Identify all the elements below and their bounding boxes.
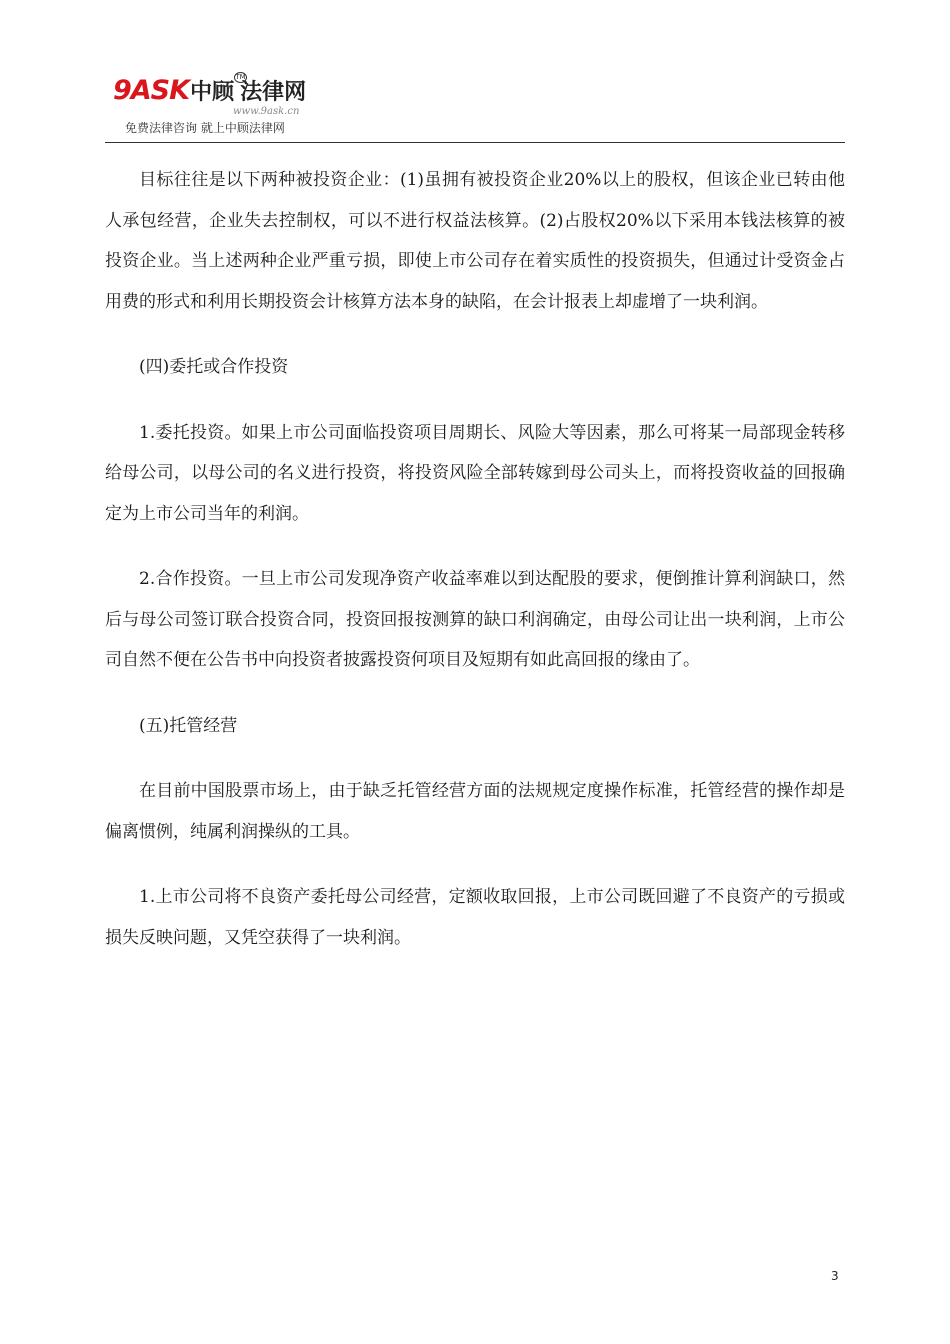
- trademark-icon: TM: [235, 73, 246, 81]
- document-body: [105, 160, 845, 958]
- 9ask-logo: [113, 72, 333, 138]
- section-heading: (四)委托或合作投资: [139, 357, 289, 377]
- header-divider: [105, 142, 845, 143]
- logo-law-site: 法律网: [240, 80, 307, 105]
- paragraph: 1.委托投资。如果上市公司面临投资项目周期长、风险大等因素，那么可将某一局部现金转移给母公司，以母公司的名义进行投资，将投资风险全部转嫁到母公司头上，而将投资收益的回报确定为上市公司当年的利润。: [105, 422, 845, 524]
- paragraph: 目标往往是以下两种被投资企业：(1)虽拥有被投资企业20%以上的股权，但该企业已转由他人承包经营，企业失去控制权，可以不进行权益法核算。(2)占股权20%以下采用本钱法核算的被投资企业。当上述两种企业严重亏损，即使上市公司存在着实质性的投资损失，但通过计受资金占用费的形式和利用长期投资会计核算方法本身的缺陷，在会计报表上却虚增了一块利润。: [105, 170, 845, 312]
- paragraph: 在目前中国股票市场上，由于缺乏托管经营方面的法规规定度操作标准，托管经营的操作却是偏离惯例，纯属利润操纵的工具。: [105, 781, 845, 842]
- logo-wordmark: [113, 76, 306, 109]
- logo-slogan: 免费法律咨询 就上中顾法律网: [125, 121, 285, 135]
- logo-url: www.9ask.cn: [233, 106, 300, 117]
- page-number: 3: [831, 1269, 839, 1283]
- logo-cn-name: 中顾: [190, 80, 235, 105]
- section-heading: (五)托管经营: [139, 715, 238, 736]
- paragraph: 1.上市公司将不良资产委托母公司经营，定额收取回报，上市公司既回避了不良资产的亏损或损失反映问题，又凭空获得了一块利润。: [105, 887, 845, 948]
- page-header: [105, 68, 845, 144]
- logo-brand-text: 9ASK: [113, 75, 190, 106]
- paragraph: 2.合作投资。一旦上市公司发现净资产收益率难以到达配股的要求，便倒推计算利润缺口，然后与母公司签订联合投资合同，投资回报按测算的缺口利润确定，由母公司让出一块利润，上市公司自然不便在公告书中向投资者披露投资何项目及短期有如此高回报的缘由了。: [105, 569, 845, 670]
